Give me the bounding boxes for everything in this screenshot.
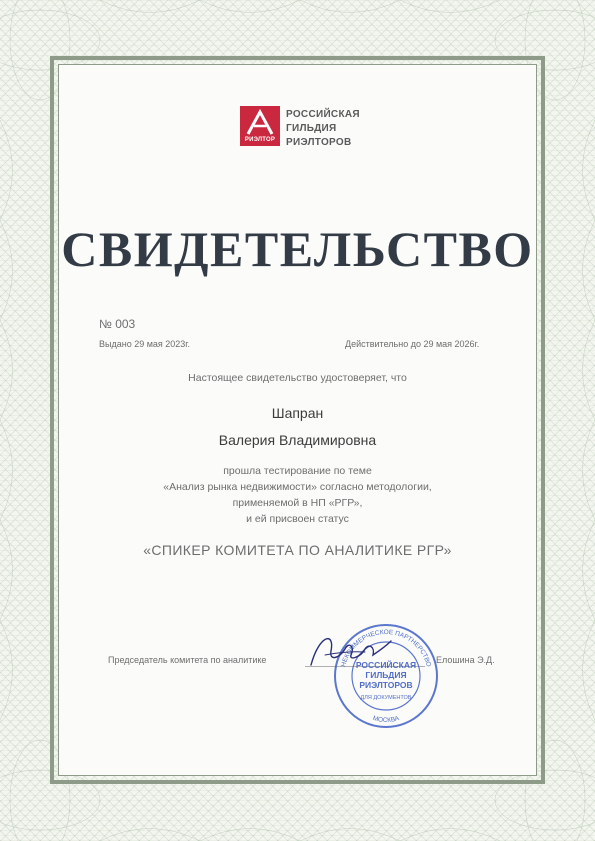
achievement-line: и ей присвоен статус — [246, 513, 349, 525]
achievement-line: «Анализ рынка недвижимости» согласно методологии, — [163, 481, 432, 493]
stamp-center-line-1: РОССИЙСКАЯ — [355, 660, 417, 670]
valid-until: Действительно до 29 мая 2026г. — [345, 339, 480, 349]
achievement-line: прошла тестирование по теме — [223, 465, 372, 477]
signatory-name: Елошина Э.Д. — [436, 655, 495, 665]
issue-date: Выдано 29 мая 2023г. — [99, 339, 190, 349]
logo-badge — [240, 106, 280, 146]
holder-given-names: Валерия Владимировна — [218, 432, 377, 448]
logo-line-3: РИЭЛТОРОВ — [286, 137, 352, 148]
certificate-number: № 003 — [99, 317, 136, 331]
logo-wordmark — [286, 108, 360, 150]
stamp-sub-text: ДЛЯ ДОКУМЕНТОВ — [360, 695, 412, 701]
certificate-title: СВИДЕТЕЛЬСТВО — [61, 221, 534, 277]
holder-surname: Шапран — [271, 405, 324, 421]
intro-text: Настоящее свидетельство удостоверяет, что — [188, 372, 407, 384]
awarded-status: «СПИКЕР КОМИТЕТА ПО АНАЛИТИКЕ РГР» — [143, 542, 452, 558]
stamp-city: МОСКВА — [372, 714, 401, 725]
logo-line-2: ГИЛЬДИЯ — [286, 123, 337, 134]
handwritten-signature — [305, 625, 395, 677]
signatory-role: Председатель комитета по аналитике — [108, 655, 267, 665]
achievement-line: применяемой в НП «РГР», — [232, 497, 363, 509]
stamp-center-line-2: ГИЛЬДИЯ — [365, 670, 407, 680]
stamp-center-line-3: РИЭЛТОРОВ — [359, 680, 413, 690]
logo-badge-text: РИЭЛТОР — [244, 137, 276, 143]
rgr-logo — [240, 106, 390, 152]
stamp-outer-text: НЕКОММЕРЧЕСКОЕ ПАРТНЕРСТВО — [340, 628, 432, 668]
logo-line-1: РОССИЙСКАЯ — [286, 109, 360, 120]
achievement-text — [0, 463, 595, 527]
